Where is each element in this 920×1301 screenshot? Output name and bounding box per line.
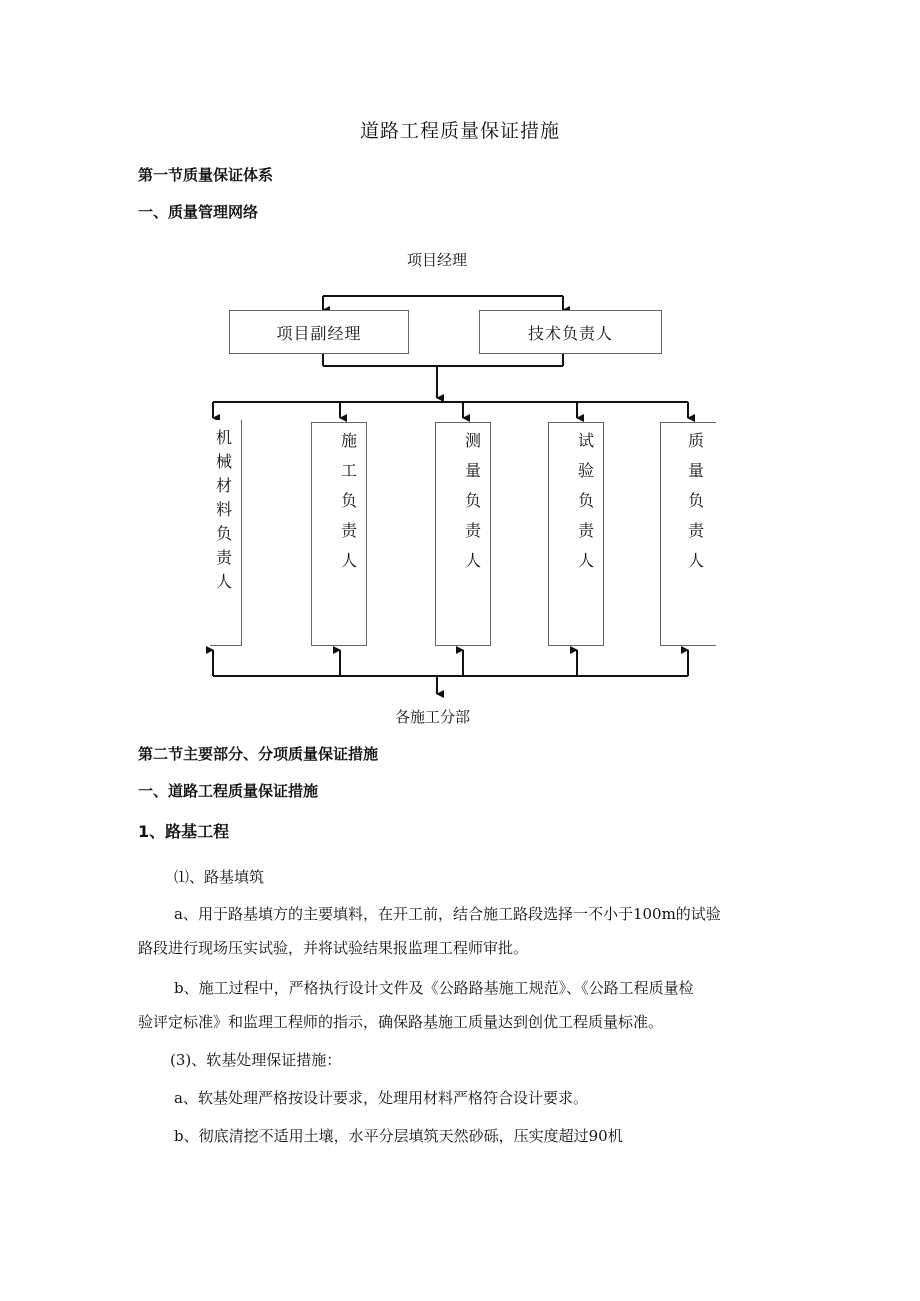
paragraph-soft-b: b、彻底清挖不适用土壤，水平分层填筑天然砂砾，压实度超过90机 <box>174 1127 623 1145</box>
item-heading-subgrade: 1、路基工程 <box>138 822 230 841</box>
section-heading-2: 第二节主要部分、分项质量保证措施 <box>138 745 379 763</box>
paragraph-soft-base: (3)、软基处理保证措施： <box>170 1051 342 1069</box>
node-construction-branches: 各施工分部 <box>395 708 471 726</box>
label-dept-machinery: 机械材料负责人 <box>215 428 232 591</box>
label-dept-survey: 测量负责人 <box>464 431 481 570</box>
paragraph-a-line2: 路段进行现场压实试验，并将试验结果报监理工程师审批。 <box>138 939 529 957</box>
paragraph-a-line1: a、用于路基填方的主要填料，在开工前，结合施工路段选择一不小于100m的试验 <box>174 905 721 923</box>
subheading-road-quality: 一、道路工程质量保证措施 <box>138 782 319 800</box>
section-heading-1: 第一节质量保证体系 <box>138 166 274 184</box>
paragraph-subgrade-fill: ⑴、路基填筑 <box>174 868 265 886</box>
label-dept-construction: 施工负责人 <box>340 431 357 570</box>
subheading-quality-network: 一、质量管理网络 <box>138 203 259 221</box>
label-dept-quality: 质量负责人 <box>687 431 704 570</box>
node-technical-lead: 技术负责人 <box>479 310 662 354</box>
node-project-manager: 项目经理 <box>407 251 468 269</box>
paragraph-b-line1: b、施工过程中，严格执行设计文件及《公路路基施工规范》、《公路工程质量检 <box>174 979 694 997</box>
node-deputy-manager: 项目副经理 <box>229 310 409 354</box>
paragraph-soft-a: a、软基处理严格按设计要求，处理用材料严格符合设计要求。 <box>174 1089 588 1107</box>
document-title: 道路工程质量保证措施 <box>359 120 560 142</box>
paragraph-b-line2: 验评定标准》和监理工程师的指示，确保路基施工质量达到创优工程质量标准。 <box>138 1013 664 1031</box>
label-dept-testing: 试验负责人 <box>577 431 594 570</box>
